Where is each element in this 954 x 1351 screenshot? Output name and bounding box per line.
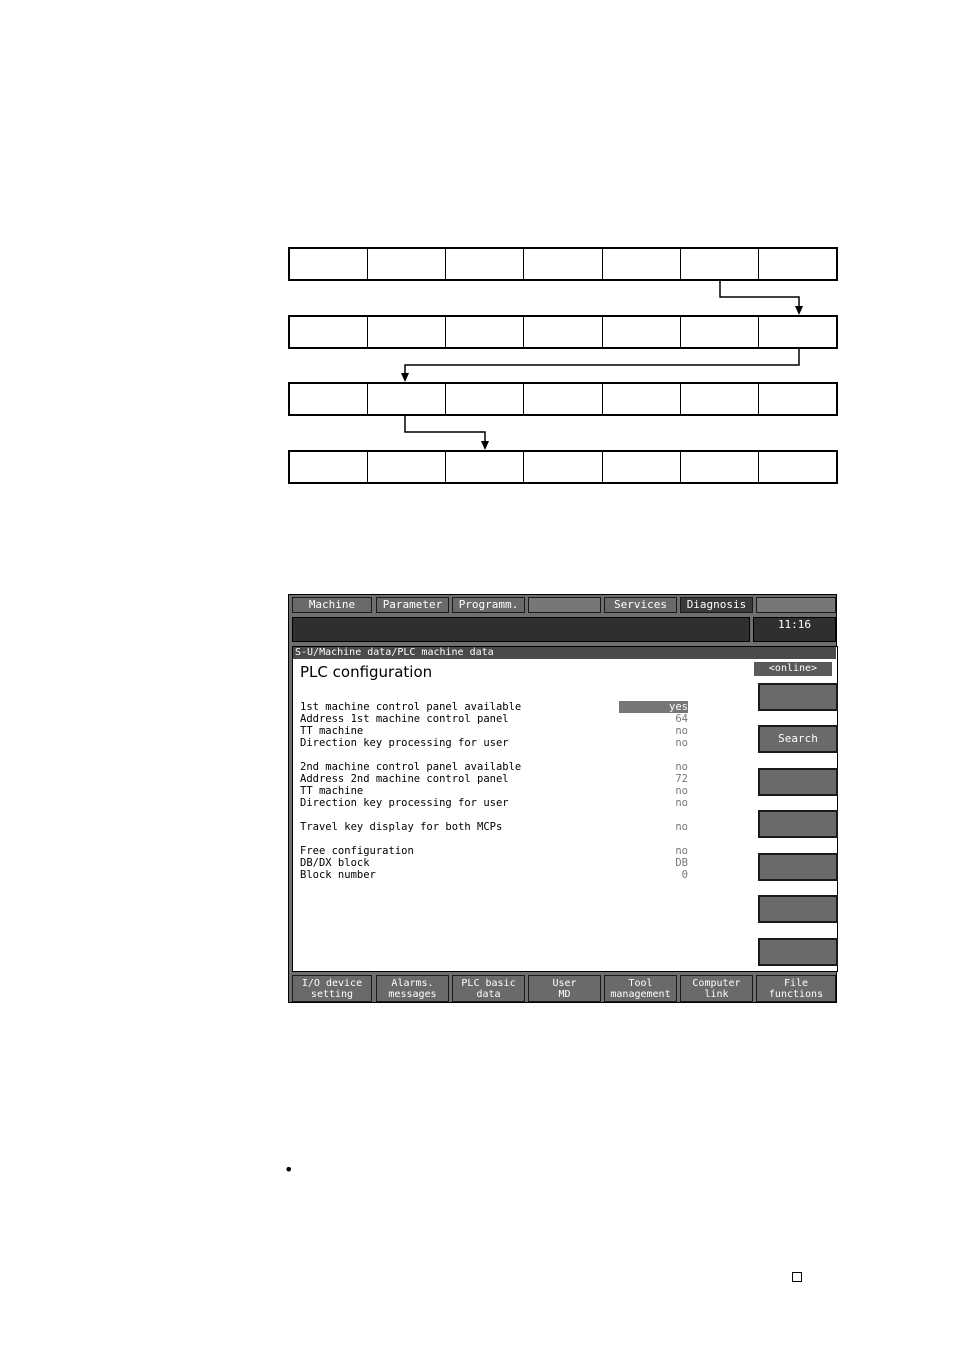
param-row[interactable] [300,785,688,797]
param-label: Direction key processing for user [300,797,509,809]
tab-services[interactable]: Services [604,597,677,613]
tab-diagnosis[interactable]: Diagnosis [680,597,753,613]
param-row[interactable] [300,797,688,809]
param-label: Direction key processing for user [300,737,509,749]
tab-empty-1[interactable] [528,597,601,613]
page-title: PLC configuration [300,663,433,681]
breadcrumb: S-U/Machine data/PLC machine data [293,647,836,659]
param-row[interactable] [300,761,688,773]
tab-machine[interactable]: Machine [292,597,372,613]
param-row[interactable] [300,869,688,881]
status-badge: <online> [754,662,832,676]
io-device-setting-button[interactable]: I/O device setting [292,975,372,1002]
param-row[interactable] [300,713,688,725]
param-label: 2nd machine control panel available [300,761,522,773]
param-row[interactable] [300,857,688,869]
param-label: Address 2nd machine control panel [300,773,509,785]
param-value[interactable]: no [675,761,688,773]
param-row[interactable] [300,701,688,713]
param-row[interactable] [300,773,688,785]
cnc-screen [288,594,837,1003]
param-label: Free configuration [300,845,414,857]
param-label: 1st machine control panel available [300,701,522,713]
softkey-7[interactable] [758,938,838,966]
param-value[interactable]: no [675,821,688,833]
bullet-point: • [284,1160,294,1179]
param-label: Travel key display for both MCPs [300,821,503,833]
softkey-5[interactable] [758,853,838,881]
tool-management-button[interactable]: Tool management [604,975,677,1002]
param-value[interactable]: no [675,845,688,857]
param-value[interactable]: no [675,725,688,737]
softkey-3[interactable] [758,768,838,796]
param-label: TT machine [300,785,364,797]
byte-shift-diagram [0,0,954,520]
tab-parameter[interactable]: Parameter [376,597,449,613]
plc-basic-data-button[interactable]: PLC basic data [452,975,525,1002]
content-area [292,646,838,972]
file-functions-button[interactable]: File functions [756,975,836,1002]
param-value[interactable]: no [675,797,688,809]
param-label: Block number [300,869,376,881]
connector-arrows [0,0,954,520]
arrow-1 [720,281,799,313]
param-value[interactable]: yes [619,701,688,713]
end-of-section-mark [792,1272,802,1282]
param-value[interactable]: no [675,737,688,749]
tab-programm[interactable]: Programm. [452,597,525,613]
softkey-1[interactable] [758,683,838,711]
arrow-2 [405,349,799,380]
softkey-6[interactable] [758,895,838,923]
param-value[interactable]: 64 [675,713,688,725]
param-label: TT machine [300,725,364,737]
alarms-messages-button[interactable]: Alarms. messages [376,975,449,1002]
param-value[interactable]: DB [675,857,688,869]
param-value[interactable]: 0 [681,869,688,881]
param-value[interactable]: 72 [675,773,688,785]
param-row[interactable] [300,725,688,737]
param-row[interactable] [300,845,688,857]
tab-empty-2[interactable] [756,597,836,613]
search-softkey[interactable]: Search [758,725,838,753]
computer-link-button[interactable]: Computer link [680,975,753,1002]
arrow-3 [405,416,485,448]
softkey-4[interactable] [758,810,838,838]
param-label: Address 1st machine control panel [300,713,509,725]
clock: 11:16 [753,617,836,642]
user-md-button[interactable]: User MD [528,975,601,1002]
param-row[interactable] [300,821,688,833]
message-bar [292,617,750,642]
param-value[interactable]: no [675,785,688,797]
param-row[interactable] [300,737,688,749]
param-label: DB/DX block [300,857,370,869]
